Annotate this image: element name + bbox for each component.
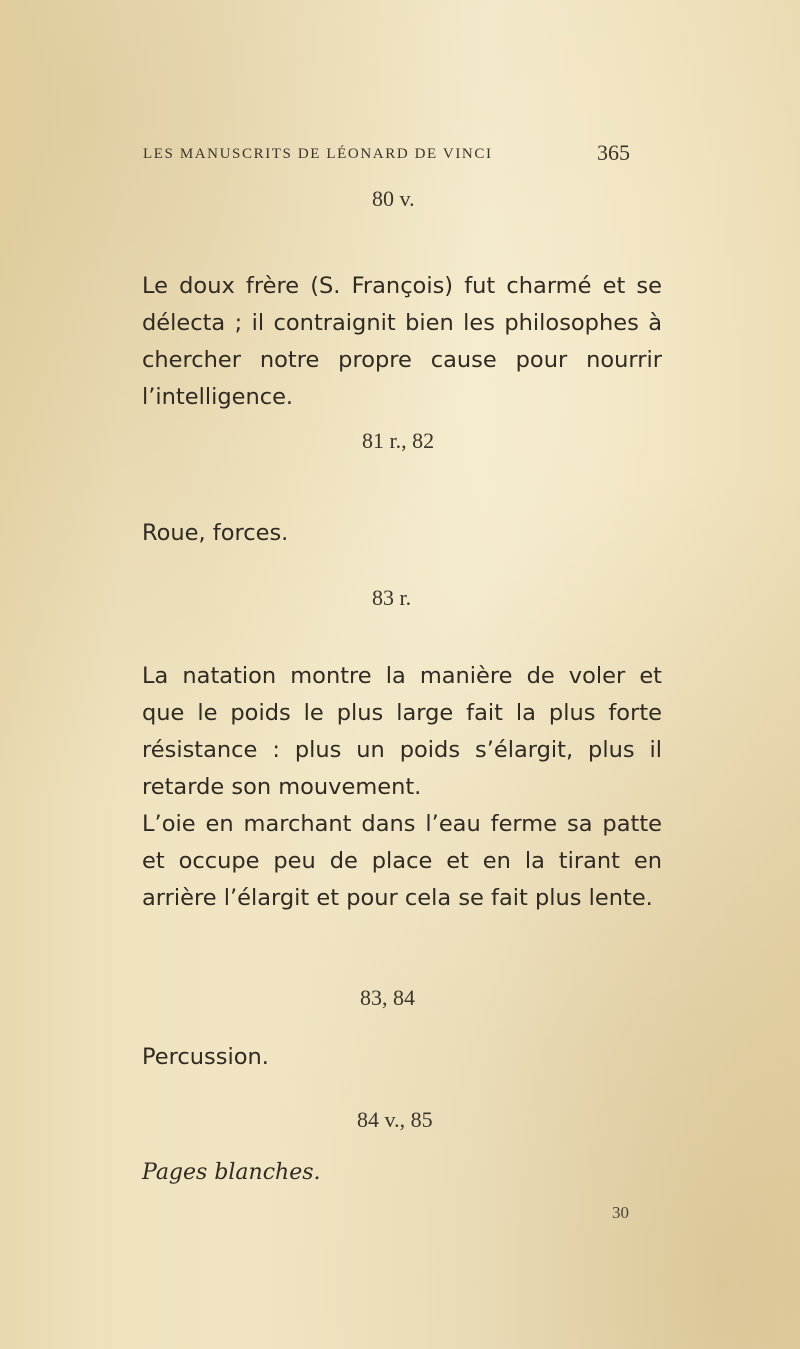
- paragraph-pages-blanches: Pages blanches.: [142, 1160, 321, 1185]
- paragraph-oie: L’oie en marchant dans l’eau ferme sa patte et occupe peu de place et en la tirant en arrière l’élargit et pour cela se fait plus lente.: [142, 811, 662, 911]
- running-head-title: LES MANUSCRITS DE LÉONARD DE VINCI: [143, 146, 493, 162]
- paragraph-roue-forces: Roue, forces.: [142, 520, 289, 546]
- paragraph-percussion: Percussion.: [142, 1044, 269, 1070]
- section-heading-84v-85: 84 v., 85: [357, 1107, 433, 1132]
- paragraph-francois: Le doux frère (S. François) fut charmé et se délecta ; il contraignit bien les philosophes à chercher notre propre cause pour nourrir l’intelligence.: [142, 273, 662, 410]
- signature-mark: 30: [612, 1203, 629, 1222]
- section-heading-83r: 83 r.: [372, 585, 412, 610]
- section-heading-83-84: 83, 84: [360, 985, 415, 1010]
- section-heading-80v: 80 v.: [372, 186, 415, 211]
- paragraph-natation: La natation montre la manière de voler et que le poids le plus large fait la plus forte résistance : plus un poids s’élargit, plus il retarde son mouvement.: [142, 663, 662, 800]
- page-number: 365: [597, 140, 630, 165]
- section-heading-81r-82: 81 r., 82: [362, 428, 435, 453]
